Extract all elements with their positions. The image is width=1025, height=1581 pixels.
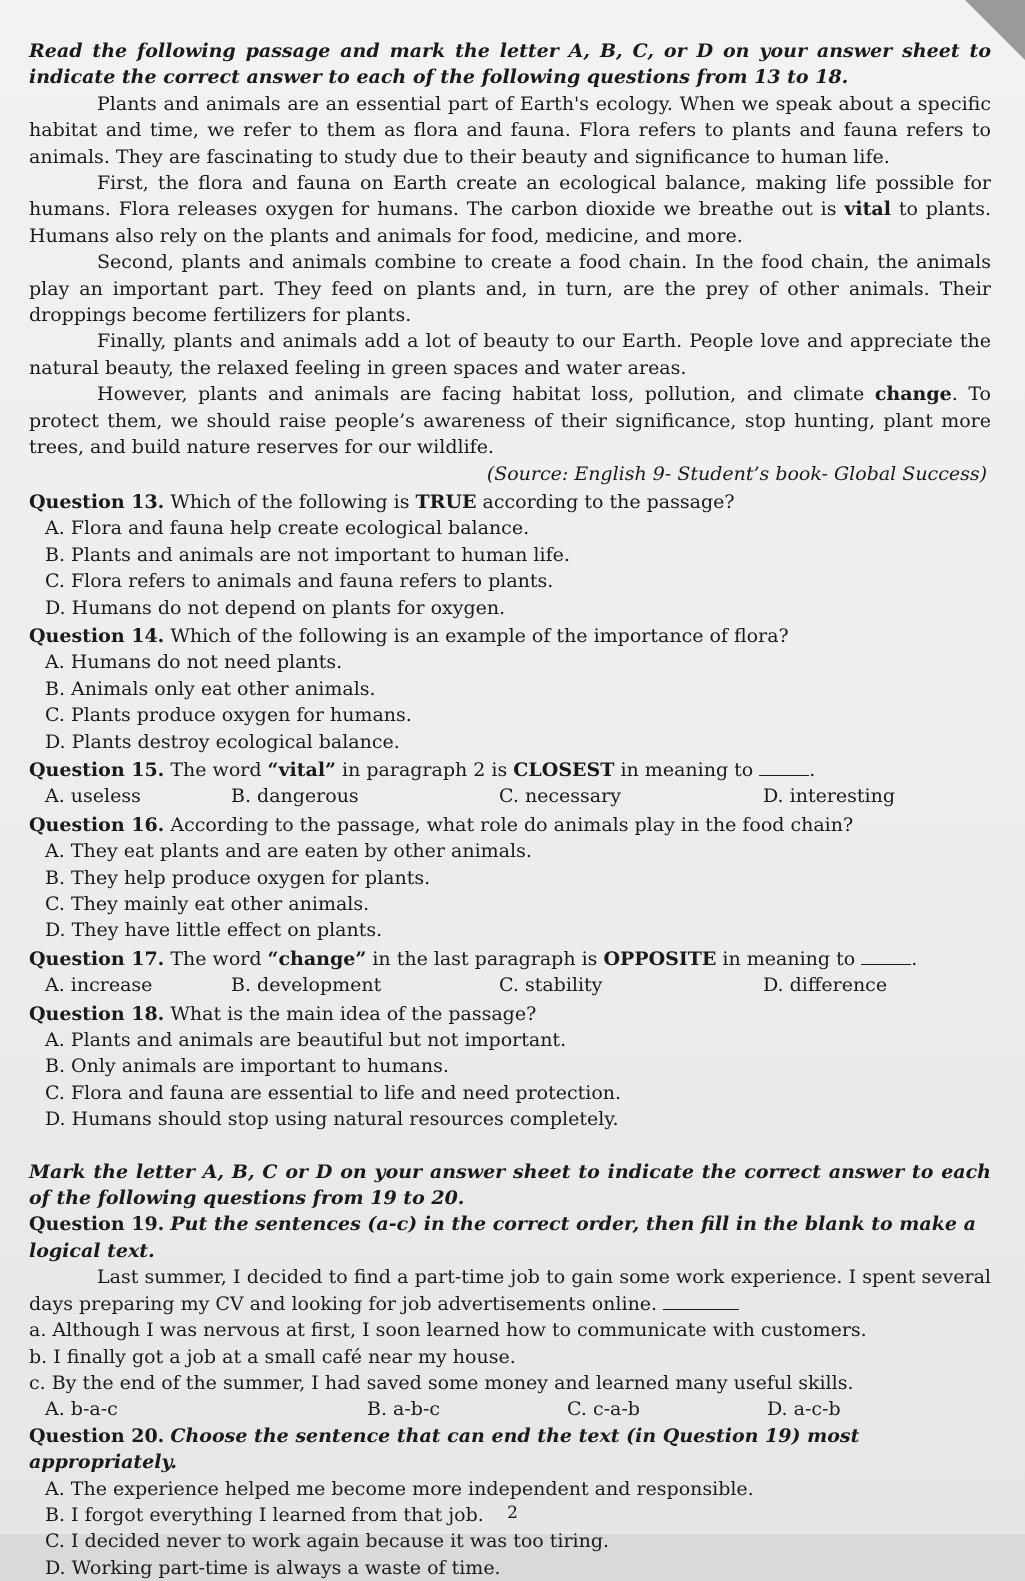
ordering-instructions: Mark the letter A, B, C or D on your answer sheet to indicate the correct answer to each of the following questions from 19 to 20. bbox=[29, 1160, 991, 1210]
passage-paragraph-2 bbox=[29, 170, 991, 249]
q20-option-a[interactable]: A. The experience helped me become more independent and responsible. bbox=[45, 1477, 754, 1500]
q16-option-b[interactable]: B. They help produce oxygen for plants. bbox=[45, 866, 431, 889]
answer-blank bbox=[861, 948, 911, 965]
question-stem-c: in meaning to bbox=[620, 758, 754, 781]
passage-source: (Source: English 9- Student’s book- Global Success) bbox=[486, 462, 987, 485]
question-15: Question 15. The word “vital” in paragraph 2 is CLOSEST in meaning to . bbox=[29, 758, 816, 781]
question-number: Question 14. bbox=[29, 624, 165, 647]
p2-text-after: to plants. Humans also rely on the plants and animals for food, medicine, and more. bbox=[29, 198, 992, 247]
q19-options bbox=[29, 1396, 991, 1422]
q16-option-a[interactable]: A. They eat plants and are eaten by other animals. bbox=[45, 840, 532, 863]
question-stem-word: “vital” bbox=[267, 758, 336, 781]
q18-option-c[interactable]: C. Flora and fauna are essential to life and need protection. bbox=[45, 1081, 622, 1104]
q18-option-d[interactable]: D. Humans should stop using natural resources completely. bbox=[45, 1108, 619, 1131]
q15-option-d[interactable]: D. interesting bbox=[763, 785, 896, 808]
q16-option-d[interactable]: D. They have little effect on plants. bbox=[45, 919, 383, 942]
q19-sentence-c: c. By the end of the summer, I had saved some money and learned many useful skills. bbox=[29, 1371, 854, 1394]
page-number: 2 bbox=[507, 1503, 518, 1523]
question-stem: Choose the sentence that can end the text (in Question 19) most appropriately. bbox=[29, 1424, 860, 1474]
q17-option-d[interactable]: D. difference bbox=[763, 974, 888, 997]
question-number: Question 13. bbox=[29, 490, 165, 513]
keyword-vital: vital bbox=[844, 198, 891, 221]
q15-options bbox=[29, 783, 991, 809]
keyword-change: change bbox=[874, 383, 952, 406]
q13-option-d[interactable]: D. Humans do not depend on plants for oxygen. bbox=[45, 596, 506, 619]
q13-option-b[interactable]: B. Plants and animals are not important to human life. bbox=[45, 543, 570, 566]
question-17: Question 17. The word “change” in the last paragraph is OPPOSITE in meaning to . bbox=[29, 947, 918, 970]
q14-option-a[interactable]: A. Humans do not need plants. bbox=[45, 651, 343, 674]
question-20 bbox=[29, 1423, 991, 1476]
passage-paragraph-4: Finally, plants and animals add a lot of beauty to our Earth. People love and appreciate the natural beauty, the relaxed feeling in green spaces and water areas. bbox=[29, 330, 991, 379]
page-content bbox=[29, 38, 991, 1581]
question-13 bbox=[29, 489, 991, 515]
question-stem: According to the passage, what role do animals play in the food chain? bbox=[170, 813, 854, 836]
question-stem-word: “change” bbox=[267, 947, 367, 970]
p2-text-before: First, the flora and fauna on Earth create an ecological balance, making life possible for humans. Flora releases oxygen for humans. The carbon dioxide we breathe out is bbox=[29, 172, 991, 221]
q17-option-b[interactable]: B. development bbox=[231, 974, 382, 997]
question-stem-bold: TRUE bbox=[415, 490, 477, 513]
question-number: Question 19. bbox=[29, 1213, 165, 1236]
question-stem-b: in the last paragraph is bbox=[372, 947, 598, 970]
q19-option-c[interactable]: C. c-a-b bbox=[567, 1398, 640, 1421]
question-number: Question 18. bbox=[29, 1002, 165, 1025]
question-18 bbox=[29, 1001, 991, 1027]
q20-option-b[interactable]: B. I forgot everything I learned from that job. bbox=[45, 1503, 484, 1526]
question-stem-a: The word bbox=[170, 947, 262, 970]
q19-option-d[interactable]: D. a-c-b bbox=[767, 1398, 841, 1421]
passage-paragraph-1: Plants and animals are an essential part of Earth's ecology. When we speak about a specific habitat and time, we refer to them as flora and fauna. Flora refers to plants and fauna refers to animals. They are fascinating to study due to their beauty and significance to human life. bbox=[29, 92, 991, 168]
q17-option-c[interactable]: C. stability bbox=[499, 974, 603, 997]
q14-option-b[interactable]: B. Animals only eat other animals. bbox=[45, 677, 376, 700]
question-number: Question 20. bbox=[29, 1424, 165, 1447]
q20-option-c[interactable]: C. I decided never to work again because it was too tiring. bbox=[45, 1530, 610, 1553]
question-number: Question 16. bbox=[29, 813, 165, 836]
question-stem-bold: CLOSEST bbox=[513, 758, 615, 781]
q19-option-a[interactable]: A. b-a-c bbox=[45, 1398, 118, 1421]
q18-option-b[interactable]: B. Only animals are important to humans. bbox=[45, 1055, 449, 1078]
reading-instructions: Read the following passage and mark the letter A, B, C, or D on your answer sheet to indicate the correct answer to each of the following questions from 13 to 18. bbox=[29, 40, 991, 89]
question-stem: Put the sentences (a-c) in the correct order, then fill in the blank to make a logical text. bbox=[29, 1213, 976, 1262]
q17-option-a[interactable]: A. increase bbox=[45, 974, 153, 997]
question-number: Question 17. bbox=[29, 947, 165, 970]
q15-option-a[interactable]: A. useless bbox=[45, 785, 141, 808]
answer-blank bbox=[663, 1293, 739, 1310]
question-stem-c: in meaning to bbox=[722, 947, 856, 970]
q14-option-d[interactable]: D. Plants destroy ecological balance. bbox=[45, 730, 400, 753]
question-stem-bold: OPPOSITE bbox=[603, 947, 717, 970]
q15-option-c[interactable]: C. necessary bbox=[499, 785, 621, 808]
p5-text-before: However, plants and animals are facing habitat loss, pollution, and climate bbox=[97, 383, 865, 406]
question-stem-a: Which of the following is bbox=[170, 490, 410, 513]
question-stem-a: The word bbox=[170, 758, 262, 781]
question-14 bbox=[29, 623, 991, 649]
q19-sentence-b: b. I finally got a job at a small café near my house. bbox=[29, 1345, 516, 1368]
q19-text bbox=[29, 1264, 991, 1317]
q17-options bbox=[29, 972, 991, 998]
question-16 bbox=[29, 812, 991, 838]
q15-option-b[interactable]: B. dangerous bbox=[231, 785, 359, 808]
question-stem-b: according to the passage? bbox=[482, 490, 735, 513]
question-stem: What is the main idea of the passage? bbox=[170, 1002, 537, 1025]
passage-paragraph-3: Second, plants and animals combine to create a food chain. In the food chain, the animals play an important part. They feed on plants and, in turn, are the prey of other animals. Their droppings become fertilizers for plants. bbox=[29, 251, 991, 327]
q13-option-c[interactable]: C. Flora refers to animals and fauna refers to plants. bbox=[45, 570, 554, 593]
answer-blank bbox=[759, 759, 809, 776]
q19-option-b[interactable]: B. a-b-c bbox=[367, 1398, 441, 1421]
q18-option-a[interactable]: A. Plants and animals are beautiful but not important. bbox=[45, 1029, 567, 1052]
q13-option-a[interactable]: A. Flora and fauna help create ecological balance. bbox=[45, 517, 530, 540]
q19-text-body: Last summer, I decided to find a part-time job to gain some work experience. I spent several days preparing my CV and looking for job advertisements online. bbox=[29, 1266, 991, 1315]
question-number: Question 15. bbox=[29, 758, 165, 781]
question-19 bbox=[29, 1211, 991, 1264]
question-stem-b: in paragraph 2 is bbox=[342, 758, 508, 781]
question-stem: Which of the following is an example of the importance of flora? bbox=[170, 624, 789, 647]
p5-text-after: . To protect them, we should raise people’s awareness of their significance, stop hunting, plant more trees, and build nature reserves for our wildlife. bbox=[29, 383, 991, 459]
section-spacer bbox=[29, 1133, 991, 1159]
q14-option-c[interactable]: C. Plants produce oxygen for humans. bbox=[45, 704, 412, 727]
q19-sentence-a: a. Although I was nervous at first, I soon learned how to communicate with customers. bbox=[29, 1319, 867, 1342]
passage-paragraph-5 bbox=[29, 381, 991, 460]
q16-option-c[interactable]: C. They mainly eat other animals. bbox=[45, 893, 370, 915]
q20-option-d[interactable]: D. Working part-time is always a waste of time. bbox=[45, 1556, 501, 1579]
